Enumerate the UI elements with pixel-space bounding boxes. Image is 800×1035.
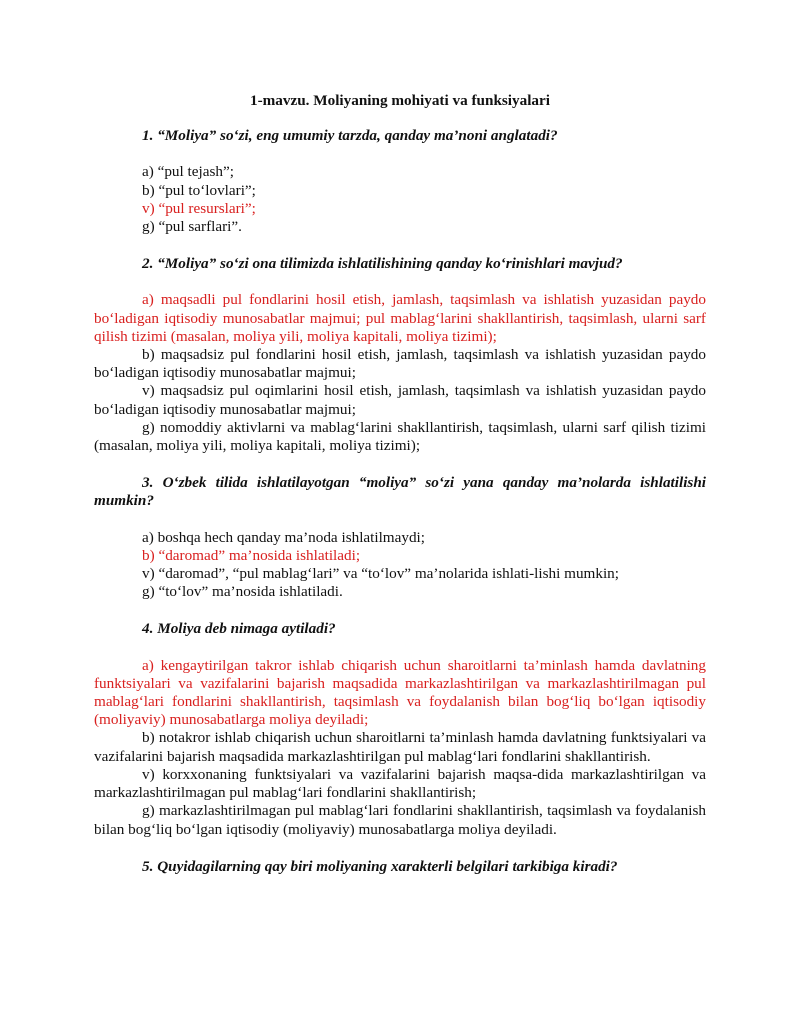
option-1g: g) “pul sarflari”. [142,218,242,236]
option-3g: g) “to‘lov” ma’nosida ishlatiladi. [142,583,343,601]
option-3b-correct: b) “daromad” ma’nosida ishlatiladi; [142,546,361,564]
option-4a-correct: a) kengaytirilgan takror ishlab chiqarish uchun sharoitlarni ta’minlash hamda davlatning funktsiyalari va vazifalarini bajarish maqsadida markazlashtirilgan va markazlashtirilmagan pul mablag‘lari fondlarini shakllantirish, taqsimlash va foydalanish bilan bog‘liq bo‘lgan iqtisodiy (moliyaviy) munosabatlarga moliya deyiladi; [94,656,706,729]
option-2v: v) maqsadsiz pul oqimlarini hosil etish, jamlash, taqsimlash va ishlatish yuzasidan paydo bo‘ladigan iqtisodiy munosabatlar majmui; [94,382,706,418]
option-3a: a) boshqa hech qanday ma’noda ishlatilmaydi; [142,528,425,546]
option-1b: b) “pul to‘lovlari”; [142,181,256,199]
options-4 [94,657,706,839]
options-2 [94,291,706,455]
question-1: 1. “Moliya” so‘zi, eng umumiy tarzda, qanday ma’noni anglatadi? [142,127,558,145]
question-2: 2. “Moliya” so‘zi ona tilimizda ishlatilishining qanday ko‘rinishlari mavjud? [142,255,623,273]
option-2a-correct: a) maqsadli pul fondlarini hosil etish, jamlash, taqsimlash va ishlatish yuzasidan paydo bo‘ladigan iqtisodiy munosabatlar majmui; pul mablag‘larini shakllantirish, taqsimlash, ularni sarf qilish tizimi (masalan, moliya yili, moliya kapitali, moliya tizimi); [94,291,706,345]
question-5: 5. Quyidagilarning qay biri moliyaning xarakterli belgilari tarkibiga kiradi? [142,857,618,875]
document-title: 1-mavzu. Moliyaning mohiyati va funksiyalari [250,92,550,109]
option-2g: g) nomoddiy aktivlarni va mablag‘larini shakllantirish, taqsimlash, ularni sarf qilish tizimi (masalan, moliya yili, moliya kapitali, moliya tizimi); [94,418,706,455]
option-1v-correct: v) “pul resurslari”; [142,199,256,217]
options-1 [94,163,706,236]
question-4: 4. Moliya deb nimaga aytiladi? [142,620,336,638]
option-1a: a) “pul tejash”; [142,163,234,181]
option-4g: g) markazlashtirilmagan pul mablag‘lari fondlarini shakllantirish, taqsimlash va foydalanish bilan bog‘liq bo‘lgan iqtisodiy (moliyaviy) munosabatlarga moliya deyiladi. [94,802,706,838]
option-2b: b) maqsadsiz pul fondlarini hosil etish, jamlash, taqsimlash va ishlatish yuzasidan paydo bo‘ladigan iqtisodiy munosabatlar majmui; [94,346,706,382]
option-4b: b) notakror ishlab chiqarish uchun sharoitlarni ta’minlash hamda davlatning funktsiyalari va vazifalarini bajarish maqsadida markazlashtirilgan pul mablag‘lari fondlarini shakllantirish. [94,729,706,765]
option-3v: v) “daromad”, “pul mablag‘lari” va “to‘lov” ma’nolarida ishlati-lishi mumkin; [142,565,619,583]
option-4v: v) korxxonaning funktsiyalari va vazifalarini bajarish maqsa-dida markazlashtirilgan va markazlashtirilmagan pul mablag‘lari fondlarini shakllantirish; [94,765,706,802]
options-3 [94,529,706,602]
question-3: 3. O‘zbek tilida ishlatilayotgan “moliya” so‘zi yana qanday ma’nolarda ishlatilishi mumkin? [94,474,706,510]
